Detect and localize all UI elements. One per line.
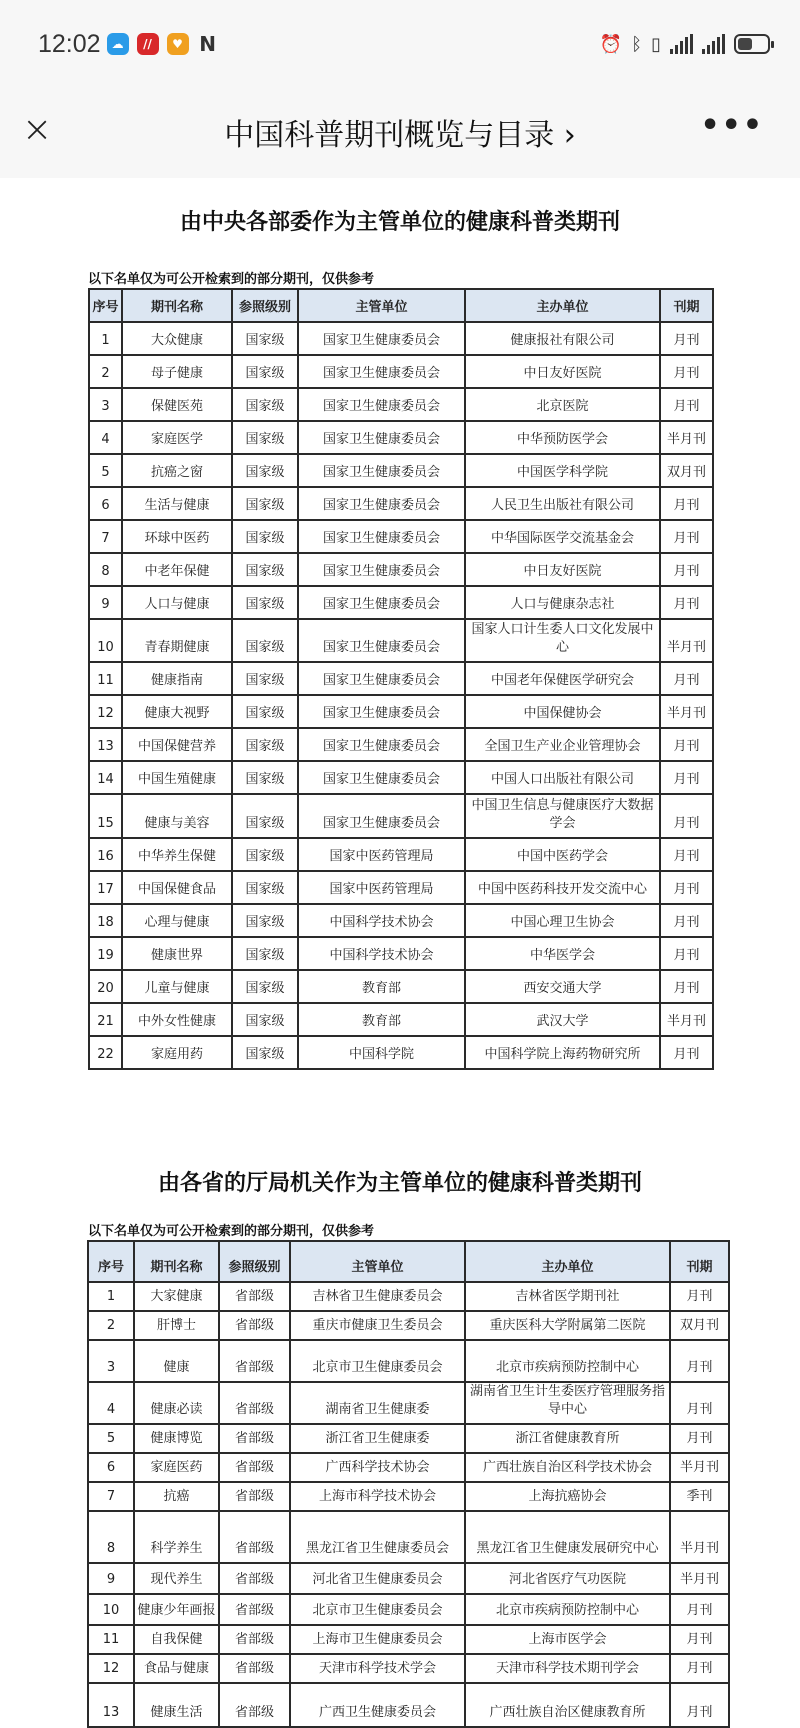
cell-journal-name: 食品与健康 [134,1654,219,1683]
cell-frequency: 月刊 [660,520,713,553]
cell-journal-name: 家庭医学 [122,421,232,454]
cell-index: 12 [89,695,122,728]
cell-level: 省部级 [219,1625,290,1654]
cell-journal-name: 母子健康 [122,355,232,388]
table-row [89,871,713,904]
table-row [88,1424,729,1453]
cell-journal-name: 中外女性健康 [122,1003,232,1036]
cell-frequency: 月刊 [660,322,713,355]
cell-supervisor: 国家卫生健康委员会 [298,761,465,794]
cell-frequency: 月刊 [660,662,713,695]
cell-frequency: 半月刊 [660,619,713,662]
cell-index: 8 [88,1511,134,1563]
cell-frequency: 双月刊 [660,454,713,487]
cell-index: 21 [89,1003,122,1036]
cell-index: 10 [89,619,122,662]
cell-level: 省部级 [219,1563,290,1594]
cell-level: 国家级 [232,487,298,520]
cell-sponsor: 浙江省健康教育所 [465,1424,670,1453]
cell-journal-name: 健康生活 [134,1683,219,1727]
cell-supervisor: 国家卫生健康委员会 [298,454,465,487]
cell-frequency: 月刊 [660,487,713,520]
cell-supervisor: 国家卫生健康委员会 [298,662,465,695]
column-header-level: 参照级别 [232,289,298,322]
cell-index: 6 [89,487,122,520]
table-row [89,487,713,520]
column-header-level: 参照级别 [219,1241,290,1282]
table-header-row [88,1241,729,1282]
cell-frequency: 季刊 [670,1482,729,1511]
cell-frequency: 月刊 [660,728,713,761]
cell-level: 国家级 [232,355,298,388]
cell-frequency: 月刊 [660,904,713,937]
signal-icon [670,34,693,54]
cell-level: 国家级 [232,421,298,454]
cell-supervisor: 河北省卫生健康委员会 [290,1563,465,1594]
provincial-journals-table [87,1240,730,1728]
cell-index: 11 [89,662,122,695]
cell-level: 省部级 [219,1511,290,1563]
cell-sponsor: 中国科学院上海药物研究所 [465,1036,660,1069]
cell-level: 省部级 [219,1424,290,1453]
cell-index: 9 [89,586,122,619]
cell-level: 国家级 [232,794,298,838]
table-row [89,619,713,662]
table-row [89,838,713,871]
status-time: 12:02 [38,29,101,58]
cell-index: 16 [89,838,122,871]
column-header-supervisor: 主管单位 [290,1241,465,1282]
table-row [88,1594,729,1625]
cell-supervisor: 湖南省卫生健康委 [290,1382,465,1424]
cell-frequency: 月刊 [670,1282,729,1311]
cell-index: 2 [89,355,122,388]
cell-index: 11 [88,1625,134,1654]
cell-index: 4 [88,1382,134,1424]
cell-level: 省部级 [219,1654,290,1683]
battery-icon [734,34,770,54]
cell-supervisor: 国家卫生健康委员会 [298,322,465,355]
cell-sponsor: 人民卫生出版社有限公司 [465,487,660,520]
cell-sponsor: 中日友好医院 [465,355,660,388]
cell-journal-name: 健康与美容 [122,794,232,838]
cell-journal-name: 科学养生 [134,1511,219,1563]
cell-frequency: 半月刊 [660,695,713,728]
cell-index: 17 [89,871,122,904]
cell-frequency: 月刊 [660,871,713,904]
cell-journal-name: 健康 [134,1340,219,1382]
cell-level: 省部级 [219,1594,290,1625]
cell-journal-name: 人口与健康 [122,586,232,619]
bluetooth-icon: ᛒ [631,33,643,55]
cell-level: 省部级 [219,1311,290,1340]
cell-sponsor: 中华预防医学会 [465,421,660,454]
cell-index: 3 [88,1340,134,1382]
navigation-bar [0,100,800,160]
cell-journal-name: 家庭医药 [134,1453,219,1482]
cell-frequency: 月刊 [670,1340,729,1382]
cell-supervisor: 教育部 [298,970,465,1003]
cell-journal-name: 抗癌 [134,1482,219,1511]
cell-journal-name: 心理与健康 [122,904,232,937]
cell-frequency: 半月刊 [660,1003,713,1036]
section2-caption: 以下名单仅为可公开检索到的部分期刊，仅供参考 [88,1224,375,1239]
cell-index: 19 [89,937,122,970]
cell-sponsor: 中华国际医学交流基金会 [465,520,660,553]
cell-supervisor: 上海市卫生健康委员会 [290,1625,465,1654]
close-icon[interactable]: × [22,109,53,150]
cell-supervisor: 广西科学技术协会 [290,1453,465,1482]
cell-journal-name: 自我保健 [134,1625,219,1654]
cell-sponsor: 中国人口出版社有限公司 [465,761,660,794]
cell-level: 省部级 [219,1453,290,1482]
alarm-icon: ⏰ [599,33,623,55]
orange-app-icon: ♥ [167,33,189,55]
cell-sponsor: 吉林省医学期刊社 [465,1282,670,1311]
cell-frequency: 月刊 [670,1625,729,1654]
cell-sponsor: 国家人口计生委人口文化发展中心 [465,619,660,662]
cell-sponsor: 湖南省卫生计生委医疗管理服务指导中心 [465,1382,670,1424]
cell-supervisor: 国家卫生健康委员会 [298,619,465,662]
cell-level: 省部级 [219,1482,290,1511]
cell-journal-name: 大家健康 [134,1282,219,1311]
table-row [89,904,713,937]
cell-journal-name: 健康必读 [134,1382,219,1424]
cell-sponsor: 北京市疾病预防控制中心 [465,1594,670,1625]
cell-index: 12 [88,1654,134,1683]
cell-sponsor: 上海抗癌协会 [465,1482,670,1511]
column-header-journal-name: 期刊名称 [134,1241,219,1282]
table-row [88,1654,729,1683]
cell-sponsor: 中日友好医院 [465,553,660,586]
cell-journal-name: 家庭用药 [122,1036,232,1069]
status-bar [38,26,770,62]
cell-supervisor: 中国科学院 [298,1036,465,1069]
table-row [89,1036,713,1069]
table-row [89,355,713,388]
cell-index: 7 [89,520,122,553]
table-header-row [89,289,713,322]
app-top-bar [0,0,800,178]
cell-frequency: 双月刊 [670,1311,729,1340]
cell-supervisor: 国家卫生健康委员会 [298,388,465,421]
cell-supervisor: 国家卫生健康委员会 [298,553,465,586]
table-row [89,794,713,838]
cell-supervisor: 国家卫生健康委员会 [298,695,465,728]
cell-index: 1 [88,1282,134,1311]
cell-supervisor: 黑龙江省卫生健康委员会 [290,1511,465,1563]
table-row [89,937,713,970]
column-header-supervisor: 主管单位 [298,289,465,322]
cell-frequency: 月刊 [660,1036,713,1069]
more-options-icon[interactable]: ••• [700,108,764,143]
table-row [89,421,713,454]
table-row [88,1563,729,1594]
nfc-icon: N [199,32,216,56]
cell-journal-name: 健康少年画报 [134,1594,219,1625]
cell-journal-name: 青春期健康 [122,619,232,662]
cell-sponsor: 黑龙江省卫生健康发展研究中心 [465,1511,670,1563]
cell-supervisor: 国家卫生健康委员会 [298,487,465,520]
cell-journal-name: 中国保健营养 [122,728,232,761]
column-header-frequency: 刊期 [670,1241,729,1282]
table-row [88,1282,729,1311]
cell-level: 省部级 [219,1340,290,1382]
cell-sponsor: 中国卫生信息与健康医疗大数据学会 [465,794,660,838]
cell-sponsor: 健康报社有限公司 [465,322,660,355]
cell-index: 13 [89,728,122,761]
cell-frequency: 月刊 [670,1424,729,1453]
cell-sponsor: 中国中医药学会 [465,838,660,871]
cell-level: 国家级 [232,838,298,871]
cell-frequency: 半月刊 [670,1453,729,1482]
cell-level: 国家级 [232,520,298,553]
cell-sponsor: 中华医学会 [465,937,660,970]
table-row [89,454,713,487]
table-row [89,388,713,421]
cell-supervisor: 国家卫生健康委员会 [298,728,465,761]
cell-frequency: 月刊 [670,1654,729,1683]
cell-supervisor: 教育部 [298,1003,465,1036]
cell-journal-name: 健康大视野 [122,695,232,728]
cell-index: 5 [88,1424,134,1453]
page-title[interactable]: 中国科普期刊概览与目录 › [224,118,576,153]
cell-supervisor: 国家卫生健康委员会 [298,520,465,553]
cell-index: 13 [88,1683,134,1727]
cell-level: 国家级 [232,970,298,1003]
cell-sponsor: 重庆医科大学附属第二医院 [465,1311,670,1340]
table-row [88,1453,729,1482]
cell-sponsor: 北京市疾病预防控制中心 [465,1340,670,1382]
cell-journal-name: 环球中医药 [122,520,232,553]
table-row [89,520,713,553]
cell-sponsor: 天津市科学技术期刊学会 [465,1654,670,1683]
signal-icon-2 [702,34,725,54]
cell-sponsor: 北京医院 [465,388,660,421]
cell-level: 国家级 [232,761,298,794]
cell-index: 20 [89,970,122,1003]
cell-frequency: 月刊 [660,838,713,871]
cell-level: 国家级 [232,322,298,355]
cell-journal-name: 肝博士 [134,1311,219,1340]
cell-level: 省部级 [219,1683,290,1727]
cell-supervisor: 中国科学技术协会 [298,904,465,937]
cell-level: 国家级 [232,586,298,619]
table-row [89,322,713,355]
cell-sponsor: 河北省医疗气功医院 [465,1563,670,1594]
table-row [89,586,713,619]
table-row [89,662,713,695]
cell-level: 国家级 [232,904,298,937]
cell-level: 国家级 [232,619,298,662]
cell-journal-name: 儿童与健康 [122,970,232,1003]
column-header-sponsor: 主办单位 [465,1241,670,1282]
cell-index: 4 [89,421,122,454]
cell-level: 省部级 [219,1382,290,1424]
cell-journal-name: 中华养生保健 [122,838,232,871]
cell-level: 省部级 [219,1282,290,1311]
vibrate-icon: ▯ [651,33,661,55]
table-row [88,1482,729,1511]
cell-supervisor: 国家卫生健康委员会 [298,794,465,838]
table-row [88,1683,729,1727]
cell-frequency: 月刊 [660,794,713,838]
cell-frequency: 月刊 [660,970,713,1003]
cell-index: 5 [89,454,122,487]
cell-journal-name: 中老年保健 [122,553,232,586]
cell-supervisor: 北京市卫生健康委员会 [290,1594,465,1625]
cell-frequency: 月刊 [670,1683,729,1727]
cell-frequency: 月刊 [660,355,713,388]
cell-index: 14 [89,761,122,794]
cell-frequency: 月刊 [660,553,713,586]
cell-frequency: 半月刊 [660,421,713,454]
cell-index: 10 [88,1594,134,1625]
cell-index: 1 [89,322,122,355]
cell-index: 22 [89,1036,122,1069]
cell-level: 国家级 [232,388,298,421]
cell-sponsor: 中国保健协会 [465,695,660,728]
table-row [88,1340,729,1382]
section2-title: 由各省的厅局机关作为主管单位的健康科普类期刊 [157,1171,642,1196]
cell-frequency: 半月刊 [670,1511,729,1563]
cell-index: 6 [88,1453,134,1482]
cell-journal-name: 健康世界 [122,937,232,970]
cell-journal-name: 健康博览 [134,1424,219,1453]
cell-level: 国家级 [232,695,298,728]
section1-title: 由中央各部委作为主管单位的健康科普类期刊 [179,210,620,235]
cell-level: 国家级 [232,1003,298,1036]
column-header-sponsor: 主办单位 [465,289,660,322]
cell-level: 国家级 [232,454,298,487]
cell-sponsor: 上海市医学会 [465,1625,670,1654]
cell-journal-name: 中国生殖健康 [122,761,232,794]
table-row [89,695,713,728]
cell-level: 国家级 [232,662,298,695]
red-app-icon: // [137,33,159,55]
table-row [89,1003,713,1036]
cell-supervisor: 重庆市健康卫生委员会 [290,1311,465,1340]
cell-supervisor: 中国科学技术协会 [298,937,465,970]
cell-supervisor: 天津市科学技术学会 [290,1654,465,1683]
cell-supervisor: 吉林省卫生健康委员会 [290,1282,465,1311]
cloud-app-icon: ☁ [107,33,129,55]
cell-frequency: 半月刊 [670,1563,729,1594]
cell-index: 15 [89,794,122,838]
cell-journal-name: 抗癌之窗 [122,454,232,487]
cell-sponsor: 广西壮族自治区健康教育所 [465,1683,670,1727]
cell-level: 国家级 [232,728,298,761]
table-row [89,761,713,794]
column-header-index: 序号 [88,1241,134,1282]
cell-supervisor: 浙江省卫生健康委 [290,1424,465,1453]
cell-index: 18 [89,904,122,937]
central-journals-table [88,288,714,1070]
cell-sponsor: 武汉大学 [465,1003,660,1036]
cell-sponsor: 中国老年保健医学研究会 [465,662,660,695]
cell-frequency: 月刊 [660,761,713,794]
cell-frequency: 月刊 [670,1594,729,1625]
cell-sponsor: 中国心理卫生协会 [465,904,660,937]
cell-supervisor: 国家中医药管理局 [298,871,465,904]
cell-sponsor: 西安交通大学 [465,970,660,1003]
cell-sponsor: 中国医学科学院 [465,454,660,487]
cell-sponsor: 中国中医药科技开发交流中心 [465,871,660,904]
cell-supervisor: 国家中医药管理局 [298,838,465,871]
cell-index: 8 [89,553,122,586]
cell-journal-name: 保健医苑 [122,388,232,421]
cell-frequency: 月刊 [660,388,713,421]
cell-supervisor: 上海市科学技术协会 [290,1482,465,1511]
cell-index: 2 [88,1311,134,1340]
cell-supervisor: 北京市卫生健康委员会 [290,1340,465,1382]
column-header-journal-name: 期刊名称 [122,289,232,322]
column-header-index: 序号 [89,289,122,322]
table-row [88,1511,729,1563]
column-header-frequency: 刊期 [660,289,713,322]
cell-index: 7 [88,1482,134,1511]
cell-frequency: 月刊 [660,586,713,619]
cell-supervisor: 广西卫生健康委员会 [290,1683,465,1727]
cell-supervisor: 国家卫生健康委员会 [298,421,465,454]
cell-journal-name: 大众健康 [122,322,232,355]
cell-sponsor: 全国卫生产业企业管理协会 [465,728,660,761]
table-row [89,970,713,1003]
cell-journal-name: 健康指南 [122,662,232,695]
cell-index: 3 [89,388,122,421]
cell-journal-name: 中国保健食品 [122,871,232,904]
table-row [88,1625,729,1654]
cell-sponsor: 人口与健康杂志社 [465,586,660,619]
cell-index: 9 [88,1563,134,1594]
table-row [89,728,713,761]
cell-level: 国家级 [232,553,298,586]
cell-frequency: 月刊 [660,937,713,970]
cell-supervisor: 国家卫生健康委员会 [298,586,465,619]
table-row [89,553,713,586]
cell-journal-name: 现代养生 [134,1563,219,1594]
cell-journal-name: 生活与健康 [122,487,232,520]
cell-frequency: 月刊 [670,1382,729,1424]
table-row [88,1382,729,1424]
cell-sponsor: 广西壮族自治区科学技术协会 [465,1453,670,1482]
cell-level: 国家级 [232,871,298,904]
cell-level: 国家级 [232,937,298,970]
section1-caption: 以下名单仅为可公开检索到的部分期刊，仅供参考 [88,272,375,287]
cell-level: 国家级 [232,1036,298,1069]
cell-supervisor: 国家卫生健康委员会 [298,355,465,388]
table-row [88,1311,729,1340]
